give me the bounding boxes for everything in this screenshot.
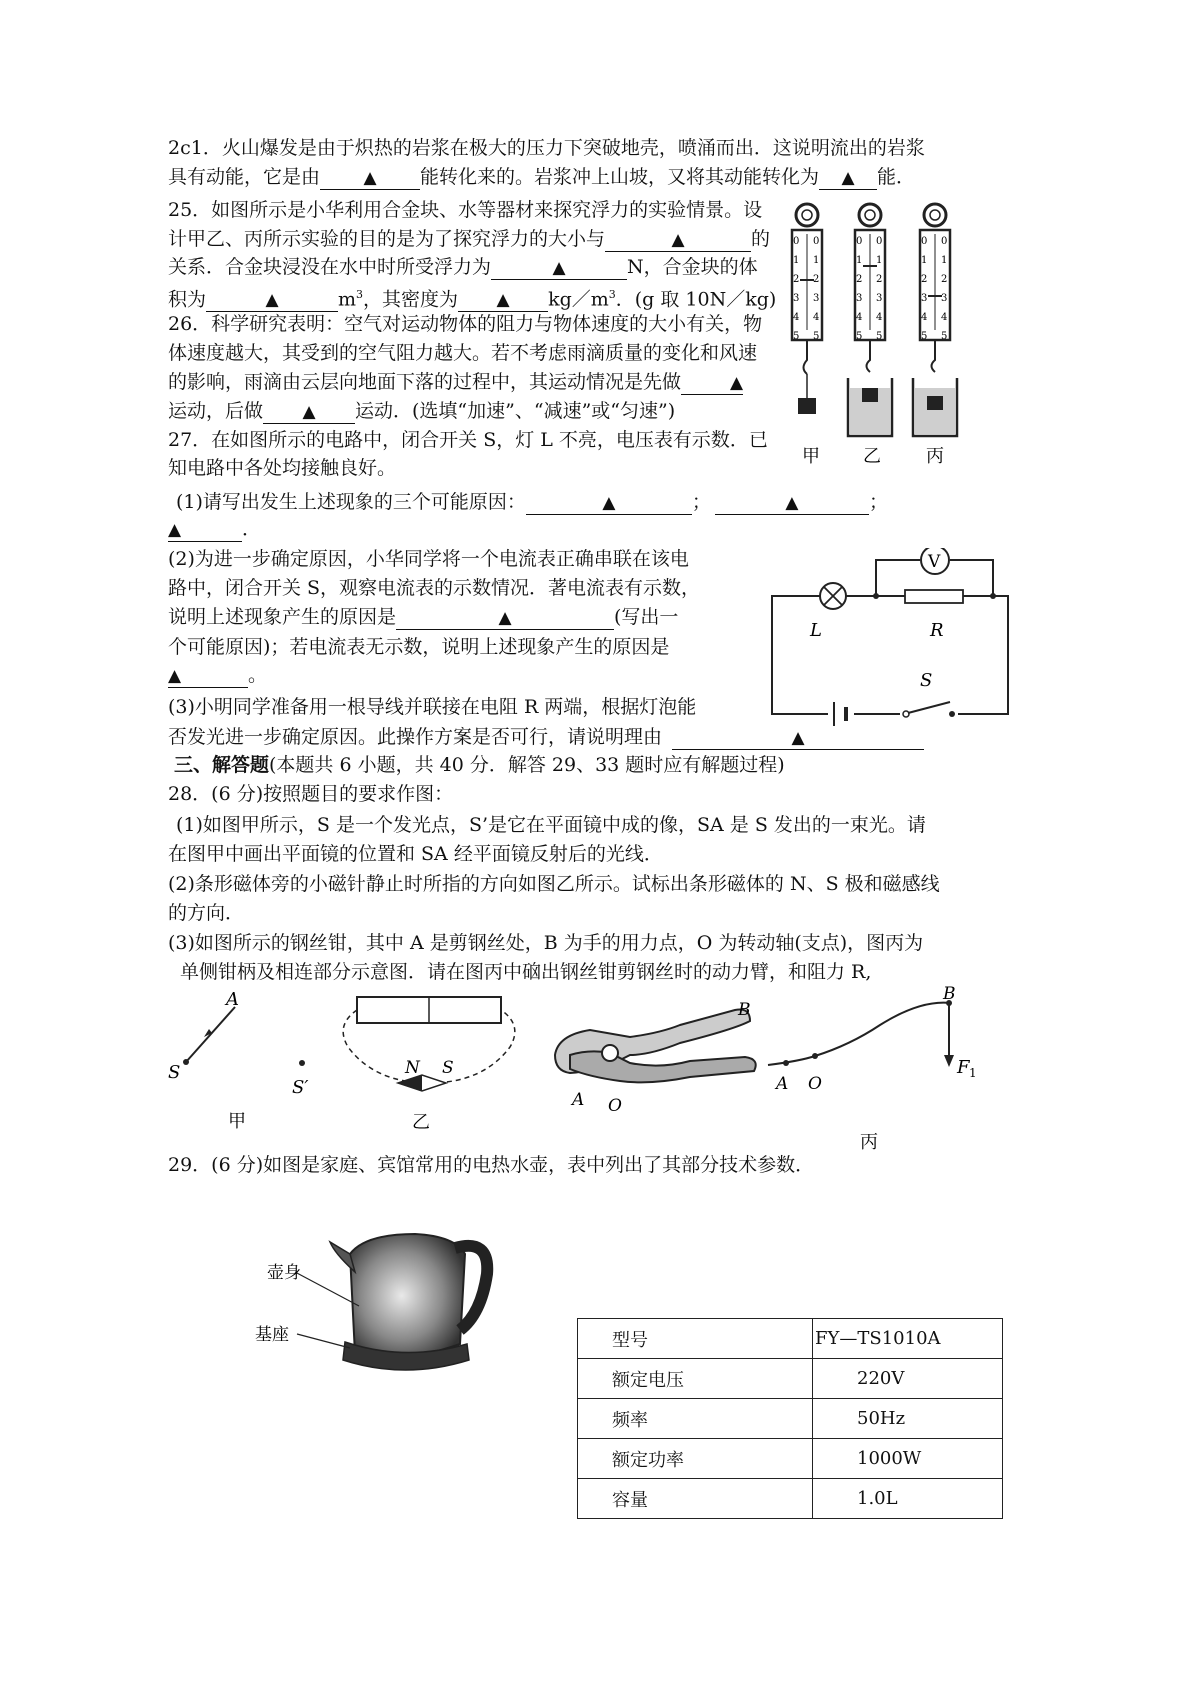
answer-blank[interactable]: [681, 371, 743, 395]
blank-mark: ▲: [168, 520, 182, 540]
label-yi: 乙: [863, 446, 881, 467]
q25-line3: [168, 254, 758, 280]
unit-exp: 3: [356, 288, 364, 301]
q25-line4: [168, 282, 776, 312]
image-s-prime-label: S′: [292, 1077, 309, 1098]
figure-yi: [343, 997, 515, 1133]
scale-tick-label: 2: [876, 274, 883, 285]
scale-tick-label: 3: [941, 293, 948, 304]
label-a: A: [572, 1090, 585, 1110]
scale-tick-label: 1: [941, 255, 948, 266]
label-kettle-base: 基座: [255, 1325, 289, 1345]
spec-row: [578, 1359, 1003, 1399]
answer-blank[interactable]: [526, 491, 692, 515]
answer-blank[interactable]: [168, 664, 248, 688]
scale-tick-label: 1: [876, 255, 883, 266]
q25-text-d: N，合金块的体: [627, 256, 758, 278]
q26-line2: 体速度越大，其受到的空气阻力越大。若不考虑雨滴质量的变化和风速: [168, 342, 758, 364]
figure-jia: [168, 989, 308, 1132]
scale-tick-label: 5: [793, 331, 800, 342]
q28-p2-line1: (2)条形磁体旁的小磁针静止时所指的方向如图乙所示。试标出条形磁体的 N、S 极和磁感线: [168, 873, 940, 895]
q24-text-b: 能转化来的。岩浆冲上山坡，又将其动能转化为: [420, 166, 820, 188]
q28-p3-line2: 单侧钳柄及相连部分示意图．请在图丙中硇出钢丝钳剪钢丝时的动力臂，和阻力 R,: [180, 961, 872, 983]
resistor-icon: [905, 590, 963, 603]
q25-text-g: ．(g 取 10N／kg): [615, 288, 777, 311]
q25-text-a: 计甲乙、丙所示实验的目的是为了探究浮力的大小与: [168, 228, 606, 250]
label-resistor: R: [930, 620, 944, 641]
unit-exp: 3: [608, 288, 616, 301]
q27-p3-text: 否发光进一步确定原因。此操作方案是否可行，请说明理由: [168, 726, 663, 748]
separator: ；: [868, 491, 888, 513]
answer-blank[interactable]: [605, 228, 751, 252]
q26-line4: [168, 398, 675, 424]
scale-tick-label: 5: [856, 331, 863, 342]
kettle-spout: [330, 1242, 355, 1272]
unit-m: m: [338, 288, 357, 311]
q27-p2-line1: (2)为进一步确定原因，小华同学将一个电流表正确串联在该电: [168, 548, 689, 570]
q27-p2-line4: 个可能原因)；若电流表无示数，说明上述现象产生的原因是: [168, 636, 670, 658]
scale-tick-label: 2: [793, 274, 800, 285]
q28-p2-line2: 的方向．: [168, 902, 245, 924]
q27-p1: [176, 489, 888, 515]
scale-tick-label: 4: [941, 312, 948, 323]
point-s-label: S: [168, 1062, 181, 1083]
spec-value: 220V: [813, 1359, 1003, 1399]
scale-tick-label: 4: [856, 312, 863, 323]
kettle-figure: [255, 1214, 525, 1384]
label-n: N: [405, 1058, 420, 1078]
separator: ；: [691, 491, 711, 513]
label-switch: S: [920, 670, 933, 691]
scale-tick-label: 1: [793, 255, 800, 266]
blank-mark: ▲: [785, 493, 799, 513]
q24-line2: [168, 164, 915, 190]
period: 。: [248, 664, 268, 686]
label-lamp: L: [810, 620, 822, 641]
answer-blank[interactable]: [715, 491, 869, 515]
figure-bing: [768, 985, 977, 1153]
scale-tick-label: 0: [921, 236, 928, 247]
q27-line1: 27．在如图所示的电路中，闭合开关 S，灯 L 不亮，电压表有示数．已: [168, 429, 768, 451]
answer-blank[interactable]: [819, 166, 877, 190]
spring-scale-yi: [848, 204, 892, 436]
q26-line3: [168, 369, 743, 395]
spec-key: 额定功率: [578, 1439, 813, 1479]
q25-text-e: 积为: [168, 288, 207, 311]
scale-tick-label: 2: [941, 274, 948, 285]
blank-mark: ▲: [168, 666, 182, 686]
blank-mark: ▲: [552, 258, 566, 278]
scale-tick-label: 1: [813, 255, 820, 266]
q25-text-f: ，其密度为: [363, 288, 459, 311]
label-jia: 甲: [802, 446, 820, 467]
spring-scale-bing: [913, 204, 957, 436]
spec-row: [578, 1479, 1003, 1519]
label-o: O: [808, 1074, 822, 1094]
kettle-body: [350, 1234, 465, 1357]
q27-p2-text: 说明上述现象产生的原因是: [168, 606, 397, 628]
point-a-label: A: [226, 989, 239, 1010]
scale-tick-label: 0: [856, 236, 863, 247]
label-bing: 丙: [926, 446, 944, 467]
scale-tick-label: 0: [941, 236, 948, 247]
blank-mark: ▲: [496, 290, 510, 311]
spring-scale-figure: [780, 200, 980, 470]
blank-mark: ▲: [729, 373, 744, 393]
label-kettle-body: 壶身: [267, 1263, 301, 1283]
pliers-figure: [555, 1000, 756, 1116]
blank-mark: ▲: [671, 230, 685, 250]
q28-p3-line1: (3)如图所示的钢丝钳，其中 A 是剪钢丝处，B 为手的用力点，O 为转动轴(支点)，图丙为: [168, 932, 924, 954]
section-heading: [174, 752, 785, 778]
scale-tick-label: 2: [856, 274, 863, 285]
label-o: O: [608, 1096, 622, 1116]
q27-p2-line3: [168, 604, 678, 630]
scale-tick-label: 5: [941, 331, 948, 342]
q27-line2: 知电路中各处均接触良好。: [168, 457, 397, 479]
label-yi: 乙: [412, 1112, 430, 1133]
spec-row: [578, 1319, 1003, 1359]
q24-text-a: 具有动能，它是由: [168, 166, 321, 188]
unit-density: kg／m: [548, 288, 609, 311]
answer-blank[interactable]: [396, 606, 614, 630]
q28-p1-line1: (1)如图甲所示，S 是一个发光点，S’是它在平面镜中成的像，SA 是 S 发出的一束光。请: [176, 814, 926, 836]
label-force-subscript: 1: [969, 1066, 977, 1080]
scale-tick-label: 4: [921, 312, 928, 323]
spec-key: 型号: [578, 1319, 813, 1359]
q26-text-c: 运动．(选填“加速”、“减速”或“匀速”): [355, 400, 676, 422]
scale-tick-label: 1: [921, 255, 928, 266]
spec-row: [578, 1439, 1003, 1479]
q27-p3-line1: (3)小明同学准备用一根导线并联接在电阻 R 两端，根据灯泡能: [168, 696, 697, 718]
q25-line1: 25．如图所示是小华利用合金块、水等器材来探究浮力的实验情景。设: [168, 199, 763, 221]
blank-mark: ▲: [791, 728, 805, 748]
answer-blank[interactable]: [263, 400, 355, 424]
label-b: B: [943, 985, 956, 1004]
q29-line1: 29．(6 分)如图是家庭、宾馆常用的电热水壶，表中列出了其部分技术参数．: [168, 1154, 815, 1176]
scale-tick-label: 3: [856, 293, 863, 304]
q25-text-b: 的: [751, 228, 771, 250]
scale-tick-label: 3: [813, 293, 820, 304]
spec-value: FY—TS1010A: [813, 1319, 1003, 1359]
scale-tick-label: 5: [921, 331, 928, 342]
period: ．: [242, 518, 262, 540]
spec-key: 频率: [578, 1399, 813, 1439]
q24-line1: 2c1．火山爆发是由于炽热的岩浆在极大的压力下突破地壳，喷涌而出．这说明流出的岩浆: [168, 137, 925, 159]
label-b: B: [738, 1000, 751, 1020]
label-s: S: [442, 1058, 454, 1078]
q25-text-c: 关系．合金块浸没在水中时所受浮力为: [168, 256, 492, 278]
scale-tick-label: 5: [813, 331, 820, 342]
q26-line1: 26．科学研究表明：空气对运动物体的阻力与物体速度的大小有关，物: [168, 313, 763, 335]
q28-line1: 28．(6 分)按照题目的要求作图：: [168, 783, 454, 805]
blank-mark: ▲: [841, 168, 855, 188]
blank-mark: ▲: [302, 402, 316, 422]
spec-value: 1.0L: [813, 1479, 1003, 1519]
answer-blank[interactable]: [206, 288, 338, 312]
label-voltmeter: V: [928, 552, 941, 572]
answer-blank[interactable]: [491, 256, 627, 280]
spec-table: [577, 1318, 1003, 1519]
q26-text-b: 运动，后做: [168, 400, 264, 422]
scale-tick-label: 3: [876, 293, 883, 304]
blank-mark: ▲: [602, 493, 616, 513]
scale-tick-label: 0: [813, 236, 820, 247]
answer-blank[interactable]: [458, 288, 548, 312]
blank-mark: ▲: [265, 290, 279, 311]
q26-text-a: 的影响，雨滴由云层向地面下落的过程中，其运动情况是先做: [168, 371, 682, 393]
blank-mark: ▲: [363, 168, 377, 188]
scale-tick-label: 0: [793, 236, 800, 247]
label-a: A: [776, 1074, 789, 1094]
scale-tick-label: 2: [813, 274, 820, 285]
spec-row: [578, 1399, 1003, 1439]
scale-tick-label: 4: [813, 312, 820, 323]
section-note: (本题共 6 小题，共 40 分．解答 29、33 题时应有解题过程): [269, 754, 785, 776]
q24-text-c: 能．: [877, 166, 916, 188]
circuit-diagram: [770, 548, 1020, 748]
scale-tick-label: 1: [856, 255, 863, 266]
scale-tick-label: 3: [793, 293, 800, 304]
q27-p2-line5: [168, 662, 267, 688]
scale-tick-label: 3: [921, 293, 928, 304]
spec-key: 容量: [578, 1479, 813, 1519]
q27-p2-text-b: (写出一: [614, 606, 679, 628]
q27-p2-line2: 路中，闭合开关 S，观察电流表的示数情况．著电流表有示数，: [168, 577, 701, 599]
answer-blank[interactable]: [168, 518, 242, 542]
label-bing: 丙: [860, 1132, 878, 1153]
q27-p1-text: (1)请写出发生上述现象的三个可能原因：: [176, 491, 526, 513]
answer-blank[interactable]: [320, 166, 420, 190]
label-jia: 甲: [228, 1111, 246, 1132]
q28-figures: [160, 985, 1020, 1160]
scale-tick-label: 5: [876, 331, 883, 342]
scale-tick-label: 4: [876, 312, 883, 323]
section-title: 三、解答题: [174, 754, 270, 776]
scale-tick-label: 4: [793, 312, 800, 323]
q28-p1-line2: 在图甲中画出平面镜的位置和 SA 经平面镜反射后的光线．: [168, 843, 663, 865]
label-force: F: [957, 1057, 970, 1078]
q27-p1-cont: [168, 516, 261, 542]
scale-tick-label: 0: [876, 236, 883, 247]
spec-value: 1000W: [813, 1439, 1003, 1479]
scale-tick-label: 2: [921, 274, 928, 285]
blank-mark: ▲: [498, 608, 512, 628]
spec-value: 50Hz: [813, 1399, 1003, 1439]
q25-line2: [168, 226, 770, 252]
spec-key: 额定电压: [578, 1359, 813, 1399]
